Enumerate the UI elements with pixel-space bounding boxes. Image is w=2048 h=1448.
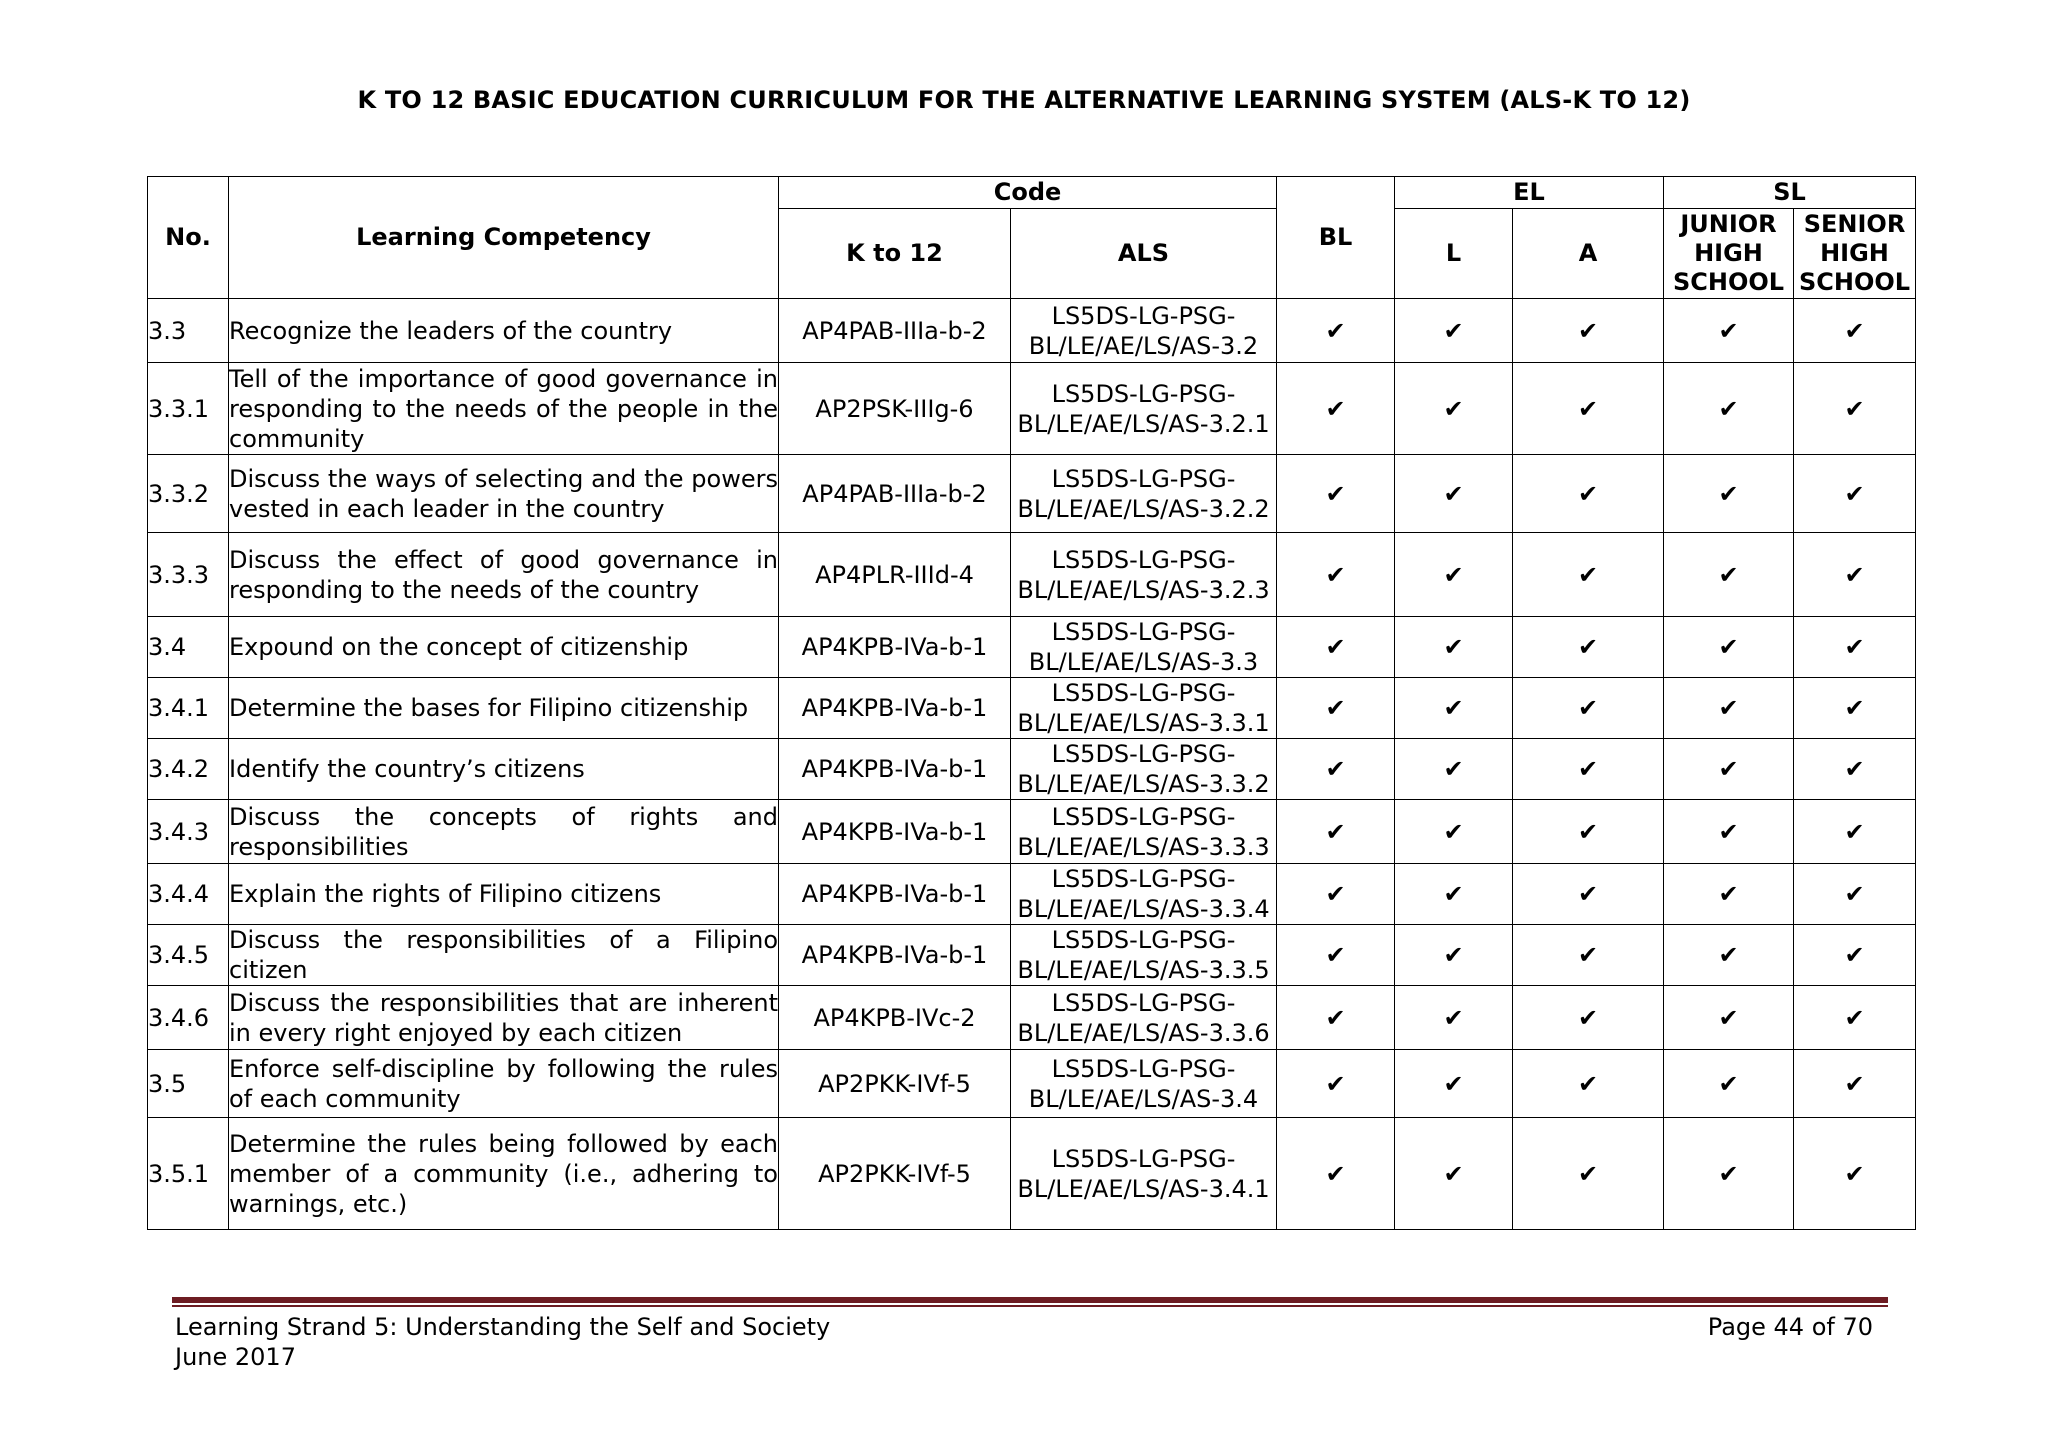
row-number: 3.3.2: [148, 455, 229, 533]
als-code: LS5DS-LG-PSG-BL/LE/AE/LS/AS-3.4.1: [1011, 1118, 1277, 1230]
check-junior-high-icon: ✔: [1664, 617, 1794, 678]
header-el: EL: [1395, 177, 1664, 209]
check-el-a-icon: ✔: [1513, 617, 1664, 678]
check-el-a-icon: ✔: [1513, 299, 1664, 363]
curriculum-table: [147, 176, 1916, 1230]
check-el-l-icon: ✔: [1395, 455, 1513, 533]
check-senior-high-icon: ✔: [1794, 1050, 1916, 1118]
check-junior-high-icon: ✔: [1664, 1118, 1794, 1230]
check-bl-icon: ✔: [1277, 986, 1395, 1050]
table-row: [148, 739, 1916, 800]
row-number: 3.3: [148, 299, 229, 363]
check-bl-icon: ✔: [1277, 617, 1395, 678]
check-senior-high-icon: ✔: [1794, 800, 1916, 864]
als-code: LS5DS-LG-PSG-BL/LE/AE/LS/AS-3.3.4: [1011, 864, 1277, 925]
check-el-l-icon: ✔: [1395, 739, 1513, 800]
check-el-a-icon: ✔: [1513, 455, 1664, 533]
check-el-a-icon: ✔: [1513, 363, 1664, 455]
check-bl-icon: ✔: [1277, 864, 1395, 925]
header-junior-high: JUNIOR HIGH SCHOOL: [1664, 209, 1794, 299]
footer-date: June 2017: [175, 1343, 296, 1371]
check-senior-high-icon: ✔: [1794, 533, 1916, 617]
row-number: 3.3.3: [148, 533, 229, 617]
k12-code: AP4KPB-IVa-b-1: [779, 617, 1011, 678]
k12-code: AP4KPB-IVa-b-1: [779, 925, 1011, 986]
row-number: 3.4.2: [148, 739, 229, 800]
check-el-l-icon: ✔: [1395, 363, 1513, 455]
table-row: [148, 617, 1916, 678]
row-number: 3.4.4: [148, 864, 229, 925]
footer-rule: [172, 1297, 1888, 1303]
check-el-l-icon: ✔: [1395, 617, 1513, 678]
check-bl-icon: ✔: [1277, 1118, 1395, 1230]
row-number: 3.4.3: [148, 800, 229, 864]
check-el-a-icon: ✔: [1513, 1050, 1664, 1118]
check-bl-icon: ✔: [1277, 925, 1395, 986]
learning-competency: Explain the rights of Filipino citizens: [229, 864, 779, 925]
check-bl-icon: ✔: [1277, 533, 1395, 617]
header-bl: BL: [1277, 177, 1395, 299]
check-junior-high-icon: ✔: [1664, 864, 1794, 925]
footer-strand: Learning Strand 5: Understanding the Self and Society: [175, 1313, 831, 1341]
check-junior-high-icon: ✔: [1664, 1050, 1794, 1118]
row-number: 3.4.6: [148, 986, 229, 1050]
k12-code: AP2PSK-IIIg-6: [779, 363, 1011, 455]
header-k12: K to 12: [779, 209, 1011, 299]
table-row: [148, 1118, 1916, 1230]
k12-code: AP4PAB-IIIa-b-2: [779, 299, 1011, 363]
k12-code: AP4PLR-IIId-4: [779, 533, 1011, 617]
learning-competency: Discuss the responsibilities that are inherent in every right enjoyed by each citizen: [229, 986, 779, 1050]
als-code: LS5DS-LG-PSG-BL/LE/AE/LS/AS-3.4: [1011, 1050, 1277, 1118]
header-als: ALS: [1011, 209, 1277, 299]
row-number: 3.3.1: [148, 363, 229, 455]
als-code: LS5DS-LG-PSG-BL/LE/AE/LS/AS-3.3: [1011, 617, 1277, 678]
check-bl-icon: ✔: [1277, 1050, 1395, 1118]
check-el-a-icon: ✔: [1513, 1118, 1664, 1230]
check-senior-high-icon: ✔: [1794, 864, 1916, 925]
row-number: 3.5: [148, 1050, 229, 1118]
table-row: [148, 864, 1916, 925]
learning-competency: Discuss the effect of good governance in responding to the needs of the country: [229, 533, 779, 617]
table-row: [148, 299, 1916, 363]
header-no: No.: [148, 177, 229, 299]
k12-code: AP2PKK-IVf-5: [779, 1050, 1011, 1118]
table-row: [148, 678, 1916, 739]
document-title: K TO 12 BASIC EDUCATION CURRICULUM FOR THE ALTERNATIVE LEARNING SYSTEM (ALS-K TO 12): [357, 86, 1691, 114]
learning-competency: Expound on the concept of citizenship: [229, 617, 779, 678]
k12-code: AP2PKK-IVf-5: [779, 1118, 1011, 1230]
als-code: LS5DS-LG-PSG-BL/LE/AE/LS/AS-3.3.2: [1011, 739, 1277, 800]
learning-competency: Determine the bases for Filipino citizenship: [229, 678, 779, 739]
row-number: 3.4.1: [148, 678, 229, 739]
learning-competency: Discuss the concepts of rights and responsibilities: [229, 800, 779, 864]
check-el-a-icon: ✔: [1513, 864, 1664, 925]
check-senior-high-icon: ✔: [1794, 617, 1916, 678]
check-senior-high-icon: ✔: [1794, 925, 1916, 986]
check-junior-high-icon: ✔: [1664, 800, 1794, 864]
check-junior-high-icon: ✔: [1664, 986, 1794, 1050]
als-code: LS5DS-LG-PSG-BL/LE/AE/LS/AS-3.3.3: [1011, 800, 1277, 864]
header-code: Code: [779, 177, 1277, 209]
learning-competency: Recognize the leaders of the country: [229, 299, 779, 363]
check-junior-high-icon: ✔: [1664, 678, 1794, 739]
check-el-a-icon: ✔: [1513, 678, 1664, 739]
check-el-l-icon: ✔: [1395, 533, 1513, 617]
header-a: A: [1513, 209, 1664, 299]
table-row: [148, 533, 1916, 617]
footer-left: [175, 1312, 830, 1372]
check-el-l-icon: ✔: [1395, 678, 1513, 739]
check-el-a-icon: ✔: [1513, 925, 1664, 986]
header-sl: SL: [1664, 177, 1916, 209]
header-senior-high: SENIOR HIGH SCHOOL: [1794, 209, 1916, 299]
row-number: 3.4: [148, 617, 229, 678]
table-row: [148, 800, 1916, 864]
header-competency: Learning Competency: [229, 177, 779, 299]
k12-code: AP4KPB-IVa-b-1: [779, 864, 1011, 925]
check-senior-high-icon: ✔: [1794, 363, 1916, 455]
check-junior-high-icon: ✔: [1664, 739, 1794, 800]
table-body: [148, 299, 1916, 1230]
check-junior-high-icon: ✔: [1664, 455, 1794, 533]
check-el-l-icon: ✔: [1395, 986, 1513, 1050]
check-el-a-icon: ✔: [1513, 739, 1664, 800]
als-code: LS5DS-LG-PSG-BL/LE/AE/LS/AS-3.2: [1011, 299, 1277, 363]
check-bl-icon: ✔: [1277, 363, 1395, 455]
table-row: [148, 455, 1916, 533]
check-el-l-icon: ✔: [1395, 1050, 1513, 1118]
check-junior-high-icon: ✔: [1664, 299, 1794, 363]
check-senior-high-icon: ✔: [1794, 986, 1916, 1050]
k12-code: AP4KPB-IVc-2: [779, 986, 1011, 1050]
check-bl-icon: ✔: [1277, 299, 1395, 363]
check-el-l-icon: ✔: [1395, 299, 1513, 363]
k12-code: AP4KPB-IVa-b-1: [779, 678, 1011, 739]
k12-code: AP4KPB-IVa-b-1: [779, 739, 1011, 800]
learning-competency: Determine the rules being followed by each member of a community (i.e., adhering to warnings, etc.): [229, 1118, 779, 1230]
learning-competency: Discuss the responsibilities of a Filipino citizen: [229, 926, 778, 984]
header-l: L: [1395, 209, 1513, 299]
check-senior-high-icon: ✔: [1794, 739, 1916, 800]
row-number: 3.5.1: [148, 1118, 229, 1230]
k12-code: AP4KPB-IVa-b-1: [779, 800, 1011, 864]
check-senior-high-icon: ✔: [1794, 299, 1916, 363]
learning-competency: Tell of the importance of good governance in responding to the needs of the people in the community: [229, 364, 778, 453]
check-junior-high-icon: ✔: [1664, 533, 1794, 617]
check-el-l-icon: ✔: [1395, 1118, 1513, 1230]
als-code: LS5DS-LG-PSG-BL/LE/AE/LS/AS-3.2.3: [1011, 533, 1277, 617]
footer-page-number: Page 44 of 70: [1707, 1313, 1873, 1341]
check-senior-high-icon: ✔: [1794, 1118, 1916, 1230]
table-row: [148, 925, 1916, 986]
als-code: LS5DS-LG-PSG-BL/LE/AE/LS/AS-3.2.1: [1011, 363, 1277, 455]
als-code: LS5DS-LG-PSG-BL/LE/AE/LS/AS-3.3.5: [1011, 925, 1277, 986]
table-row: [148, 986, 1916, 1050]
check-el-l-icon: ✔: [1395, 800, 1513, 864]
check-junior-high-icon: ✔: [1664, 363, 1794, 455]
table-header: [148, 177, 1916, 299]
check-el-l-icon: ✔: [1395, 864, 1513, 925]
check-bl-icon: ✔: [1277, 678, 1395, 739]
check-el-a-icon: ✔: [1513, 986, 1664, 1050]
check-senior-high-icon: ✔: [1794, 678, 1916, 739]
als-code: LS5DS-LG-PSG-BL/LE/AE/LS/AS-3.3.6: [1011, 986, 1277, 1050]
als-code: LS5DS-LG-PSG-BL/LE/AE/LS/AS-3.2.2: [1011, 455, 1277, 533]
table-row: [148, 1050, 1916, 1118]
als-code: LS5DS-LG-PSG-BL/LE/AE/LS/AS-3.3.1: [1011, 678, 1277, 739]
check-junior-high-icon: ✔: [1664, 925, 1794, 986]
learning-competency: Enforce self-discipline by following the rules of each community: [229, 1050, 779, 1118]
check-el-l-icon: ✔: [1395, 925, 1513, 986]
check-bl-icon: ✔: [1277, 739, 1395, 800]
k12-code: AP4PAB-IIIa-b-2: [779, 455, 1011, 533]
learning-competency: Discuss the ways of selecting and the powers vested in each leader in the country: [229, 455, 779, 533]
check-el-a-icon: ✔: [1513, 800, 1664, 864]
check-bl-icon: ✔: [1277, 800, 1395, 864]
table-row: [148, 363, 1916, 455]
row-number: 3.4.5: [148, 925, 229, 986]
footer-rule-thin: [172, 1305, 1888, 1307]
check-senior-high-icon: ✔: [1794, 455, 1916, 533]
check-bl-icon: ✔: [1277, 455, 1395, 533]
check-el-a-icon: ✔: [1513, 533, 1664, 617]
learning-competency: Identify the country’s citizens: [229, 739, 779, 800]
